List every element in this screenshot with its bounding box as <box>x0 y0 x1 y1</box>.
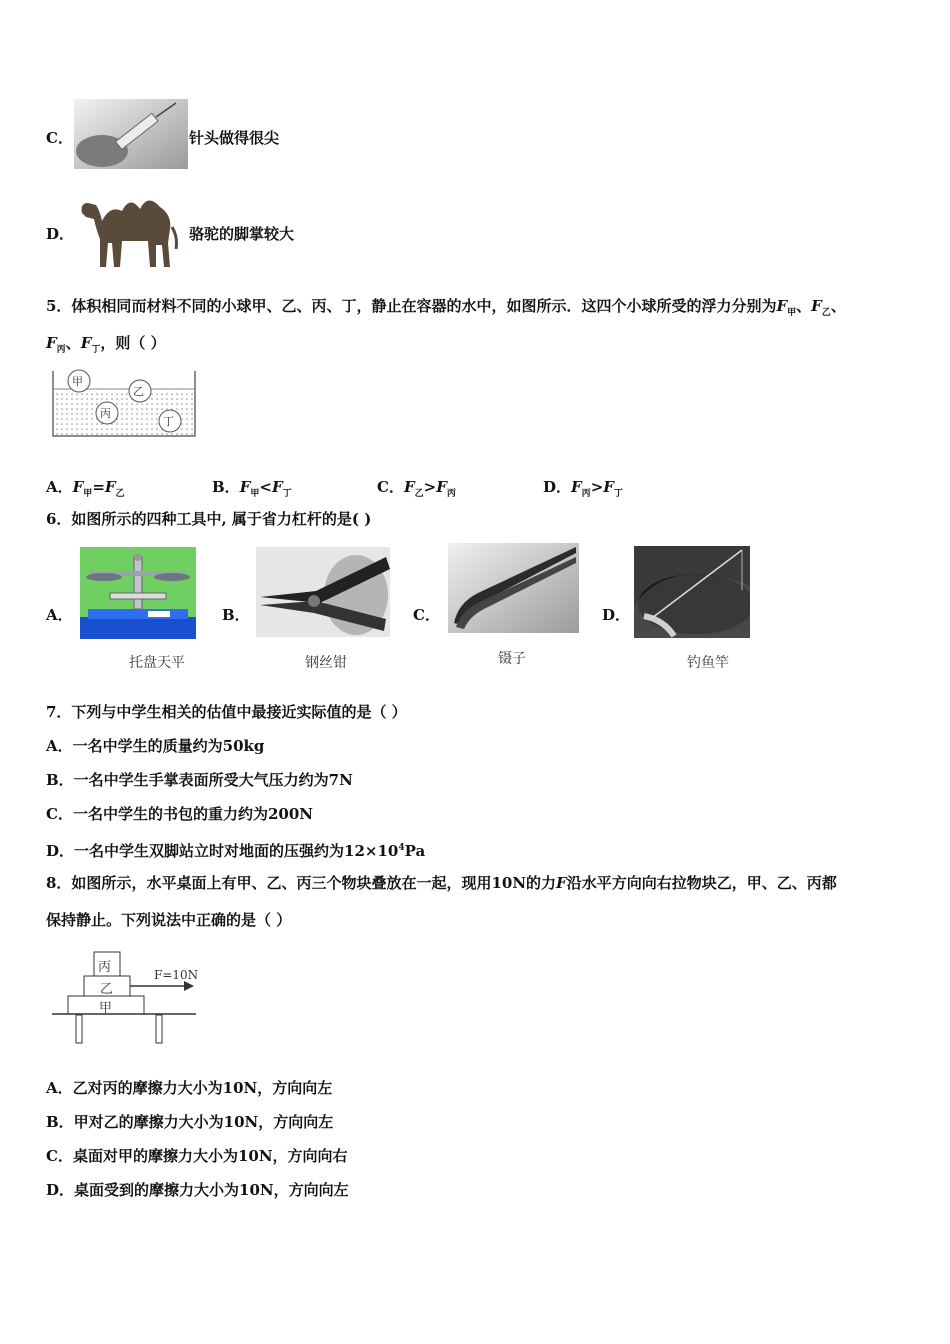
q6-stem: 6．如图所示的四种工具中, 属于省力杠杆的是( ) <box>46 510 372 528</box>
balance-scale-image <box>80 547 196 639</box>
q8-stem-line2: 保持静止。下列说法中正确的是（ ） <box>46 911 292 929</box>
q6-caption-b: 钢丝钳 <box>305 655 347 671</box>
q6-option-a-label: A． <box>46 606 73 624</box>
q7-stem: 7．下列与中学生相关的估值中最接近实际值的是（ ） <box>46 703 407 721</box>
q8-option-c: C．桌面对甲的摩擦力大小为10N，方向向右 <box>46 1147 348 1165</box>
tweezers-image <box>448 543 579 633</box>
q6-option-c-label: C． <box>413 606 440 624</box>
q8-stem-line1: 8．如图所示，水平桌面上有甲、乙、丙三个物块叠放在一起，现用10N的力F沿水平方向向右拉物块乙，甲、乙、丙都 <box>46 874 837 892</box>
block-jia-label: 甲 <box>99 1001 113 1016</box>
camel-image <box>76 185 186 269</box>
q5-option-a: A．$F_甲=F_乙$ <box>46 478 125 499</box>
block-yi-label: 乙 <box>100 982 114 997</box>
q8-option-a: A．乙对丙的摩擦力大小为10N，方向向左 <box>46 1079 333 1097</box>
q8-stacked-blocks-diagram <box>50 950 200 1046</box>
q4-option-c-label: C． <box>46 129 73 147</box>
q5-container-diagram <box>50 367 198 439</box>
q7-option-b: B．一名中学生手掌表面所受大气压力约为7N <box>46 771 353 789</box>
pliers-image <box>256 547 390 637</box>
q5-option-d: D．$F_丙>F_丁$ <box>543 478 623 499</box>
q5-stem-text: 5．体积相同而材料不同的小球甲、乙、丙、丁，静止在容器的水中，如图所示．这四个小球所受的浮力分别为 <box>46 297 777 315</box>
q8-option-d: D．桌面受到的摩擦力大小为10N，方向向左 <box>46 1181 349 1199</box>
ball-jia-label: 甲 <box>72 375 83 388</box>
q6-caption-a: 托盘天平 <box>129 655 185 671</box>
q4-option-c-text: 针头做得很尖 <box>189 129 280 147</box>
q7-option-a: A．一名中学生的质量约为50kg <box>46 737 265 755</box>
q5-stem-line1: 5．体积相同而材料不同的小球甲、乙、丙、丁，静止在容器的水中，如图所示．这四个小球所受的浮力分别为$F_甲$、$F_乙$、 <box>46 297 846 318</box>
q6-option-d-label: D． <box>602 606 631 624</box>
q4-option-d-text: 骆驼的脚掌较大 <box>189 225 295 243</box>
force-label: F=10N <box>154 968 199 982</box>
q5-stem-line2: $F_丙$、$F_丁$，则（ ） <box>46 334 166 355</box>
ball-bing-label: 丙 <box>100 407 111 420</box>
q5-option-b: B．$F_甲<F_丁$ <box>212 478 292 499</box>
q6-caption-d: 钓鱼竿 <box>687 655 729 671</box>
fishing-rod-image <box>634 546 750 638</box>
q7-option-d: D．一名中学生双脚站立时对地面的压强约为$12\times 10^4Pa$ <box>46 842 426 860</box>
block-bing-label: 丙 <box>98 960 112 975</box>
ball-yi-label: 乙 <box>133 385 144 398</box>
q6-option-b-label: B． <box>222 606 250 624</box>
q5-option-c: C．$F_乙>F_丙$ <box>377 478 456 499</box>
q8-option-b: B．甲对乙的摩擦力大小为10N，方向向左 <box>46 1113 334 1131</box>
q7-option-c: C．一名中学生的书包的重力约为200N <box>46 805 313 823</box>
q4-option-d-label: D． <box>46 225 75 243</box>
q6-caption-c: 镊子 <box>498 651 526 667</box>
syringe-image <box>74 99 188 169</box>
ball-ding-label: 丁 <box>163 415 174 428</box>
